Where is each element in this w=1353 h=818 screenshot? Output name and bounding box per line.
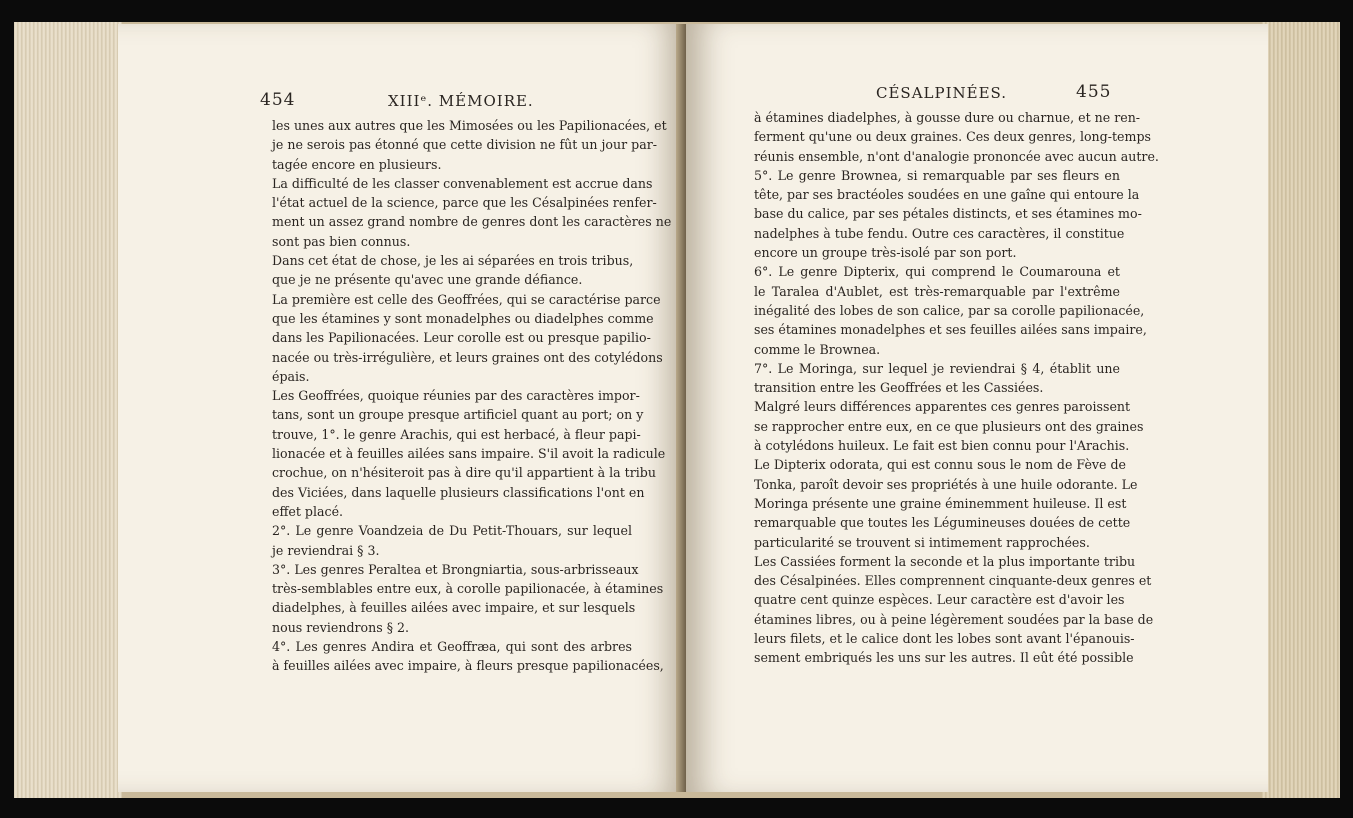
left-page-line: Dans cet état de chose, je les ai séparées en trois tribus, [272,253,634,269]
left-page-line: nous reviendrons § 2. [272,619,410,635]
right-page-line: encore un groupe très-isolé par son port. [754,245,1017,261]
left-page-line: 4°. Les genres Andira et Geoffræa, qui sont des arbres [272,639,632,655]
right-page-line: Les Cassiées forment la seconde et la plus importante tribu [754,553,1136,569]
right-page-line: remarquable que toutes les Légumineuses douées de cette [754,515,1131,531]
left-running-title: XIIIᵉ. MÉMOIRE. [388,92,534,110]
right-page-edges [1262,22,1340,798]
left-page-line: tagée encore en plusieurs. [272,156,442,172]
right-running-title: CÉSALPINÉES. [876,84,1008,102]
left-page-line: La difficulté de les classer convenablement est accrue dans [272,175,653,191]
left-page-edges [14,22,122,798]
left-page-line: dans les Papilionacées. Leur corolle est ou presque papilio- [272,330,651,346]
left-page-line: l'état actuel de la science, parce que les Césalpinées renfer- [272,195,657,211]
right-page-line: à étamines diadelphes, à gousse dure ou charnue, et ne ren- [754,110,1141,125]
right-page-line: des Césalpinées. Elles comprennent cinquante-deux genres et [754,573,1152,589]
left-page-line: tans, sont un groupe presque artificiel quant au port; on y [272,407,644,423]
right-page-line: 5°. Le genre Brownea, si remarquable par ses fleurs en [754,167,1120,183]
right-page-line: réunis ensemble, n'ont d'analogie prononcée avec aucun autre. [754,148,1159,164]
right-page-line: nadelphes à tube fendu. Outre ces caractères, il constitue [754,225,1125,241]
left-page-line: diadelphes, à feuilles ailées avec impaire, et sur lesquels [272,600,636,616]
right-page-line: comme le Brownea. [754,341,881,357]
right-page-line: ferment qu'une ou deux graines. Ces deux genres, long-temps [754,129,1151,145]
left-body-text [272,116,672,676]
right-page-line: Le Dipterix odorata, qui est connu sous le nom de Fève de [754,457,1127,473]
left-page-line: ment un assez grand nombre de genres dont les caractères ne [272,214,672,230]
right-page-line: tête, par ses bractéoles soudées en une gaîne qui entoure la [754,187,1140,203]
left-page-number: 454 [260,90,296,110]
left-page-line: des Viciées, dans laquelle plusieurs classifications l'ont en [272,484,645,500]
right-page-line: quatre cent quinze espèces. Leur caractère est d'avoir les [754,592,1125,608]
right-page-line: sement embriqués les uns sur les autres. Il eût été possible [754,650,1134,666]
right-body-text [754,108,1159,668]
right-header [876,82,1112,108]
left-page-line: nacée ou très-irrégulière, et leurs graines ont des cotylédons [272,349,663,365]
left-page-line: La première est celle des Geoffrées, qui se caractérise parce [272,291,661,307]
right-page-line: Moringa présente une graine éminemment huileuse. Il est [754,495,1127,511]
left-page-line: très-semblables entre eux, à corolle papilionacée, à étamines [272,581,664,597]
left-page-line: les unes aux autres que les Mimosées ou les Papilionacées, et [272,118,667,133]
right-page-line: Tonka, paroît devoir ses propriétés à une huile odorante. Le [754,476,1138,492]
right-page-line: se rapprocher entre eux, en ce que plusieurs ont des graines [754,418,1144,434]
right-page-line: 6°. Le genre Dipterix, qui comprend le Coumarouna et [754,264,1120,280]
left-page-line: que les étamines y sont monadelphes ou diadelphes comme [272,310,654,326]
left-page-line: sont pas bien connus. [272,233,411,249]
right-page-line: 7°. Le Moringa, sur lequel je reviendrai § 4, établit une [754,360,1120,376]
right-page-line: particularité se trouvent si intimement rapprochées. [754,534,1090,550]
left-page-line: à feuilles ailées avec impaire, à fleurs presque papilionacées, [272,658,664,674]
left-page-line: lionacée et à feuilles ailées sans impaire. S'il avoit la radicule [272,446,666,462]
right-page-line: leurs filets, et le calice dont les lobes sont avant l'épanouis- [754,631,1135,647]
right-page-line: ses étamines monadelphes et ses feuilles ailées sans impaire, [754,322,1147,338]
right-page [686,24,1268,792]
left-page-line: 2°. Le genre Voandzeia de Du Petit-Thouars, sur lequel [272,523,632,539]
left-page [118,24,684,792]
left-header [260,92,660,116]
left-page-line: crochue, on n'hésiteroit pas à dire qu'il appartient à la tribu [272,465,656,481]
left-page-line: je ne serois pas étonné que cette division ne fût un jour par- [272,137,657,153]
right-page-number: 455 [1076,82,1112,102]
left-page-line: que je ne présente qu'avec une grande défiance. [272,272,583,288]
right-page-line: transition entre les Geoffrées et les Cassiées. [754,380,1044,396]
left-page-line: effet placé. [272,503,344,519]
left-page-line: Les Geoffrées, quoique réunies par des caractères impor- [272,388,640,404]
right-page-line: inégalité des lobes de son calice, par sa corolle papilionacée, [754,302,1145,318]
right-page-line: Malgré leurs différences apparentes ces genres paroissent [754,399,1131,415]
right-page-line: base du calice, par ses pétales distincts, et ses étamines mo- [754,206,1142,222]
left-page-line: je reviendrai § 3. [272,542,380,558]
left-page-line: épais. [272,368,310,384]
left-page-line: 3°. Les genres Peraltea et Brongniartia, sous-arbrisseaux [272,561,639,577]
right-page-line: à cotylédons huileux. Le fait est bien connu pour l'Arachis. [754,438,1130,454]
right-page-line: étamines libres, ou à peine légèrement soudées par la base de [754,611,1154,627]
left-page-line: trouve, 1°. le genre Arachis, qui est herbacé, à fleur papi- [272,426,641,442]
right-page-line: le Taralea d'Aublet, est très-remarquable par l'extrême [754,283,1120,299]
